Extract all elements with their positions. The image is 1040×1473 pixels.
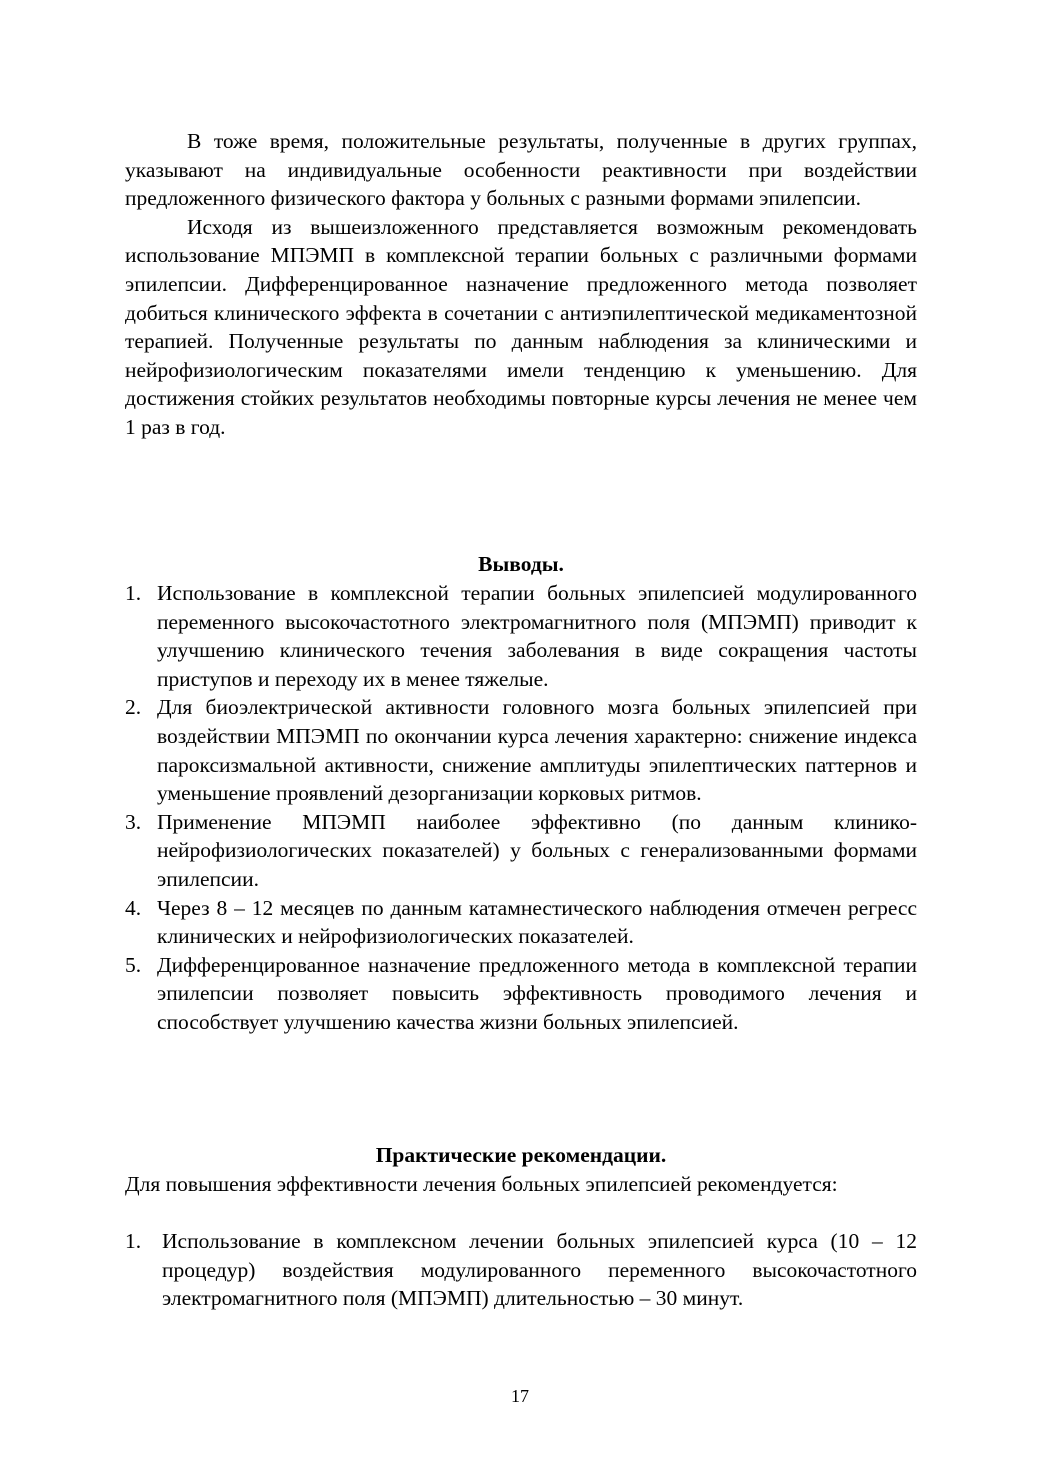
intro-section <box>125 127 917 442</box>
list-item-number: 2. <box>125 695 142 720</box>
recommendations-list <box>125 1227 917 1313</box>
page-number: 17 <box>511 1386 529 1406</box>
conclusions-heading: Выводы. <box>478 552 564 576</box>
list-item <box>125 1227 917 1313</box>
list-item <box>125 693 917 807</box>
list-item-number: 3. <box>125 809 142 834</box>
list-item <box>125 894 917 951</box>
list-item <box>125 579 917 693</box>
list-item-text: Использование в комплексном лечении больных эпилепсией курса (10 – 12 процедур) воздействия модулированного переменного высокочастотного электромагнитного поля (МПЭМП) длительностью – 30 минут. <box>162 1229 917 1311</box>
intro-paragraph-1: В тоже время, положительные результаты, полученные в других группах, указывают на индивидуальные особенности реактивности при воздействии предложенного физического фактора у больных с разными формами эпилепсии. <box>125 129 917 211</box>
list-item <box>125 808 917 894</box>
list-item-number: 5. <box>125 952 142 977</box>
intro-paragraph-2: Исходя из вышеизложенного представляется возможным рекомендовать использование МПЭМП в комплексной терапии больных с различными формами эпилепсии. Дифференцированное назначение предложенного метода позволяет добиться клинического эффекта в сочетании с антиэпилептической медикаментозной терапией. Полученные результаты по данным наблюдения за клиническими и нейрофизиологическим показателями имели тенденцию к уменьшению. Для достижения стойких результатов необходимы повторные курсы лечения не менее чем 1 раз в год. <box>125 214 917 439</box>
recommendations-intro: Для повышения эффективности лечения больных эпилепсией рекомендуется: <box>125 1172 838 1196</box>
list-item-text: Для биоэлектрической активности головного мозга больных эпилепсией при воздействии МПЭМП по окончании курса лечения характерно: снижение индекса пароксизмальной активности, снижение амплитуды эпилептических паттернов и уменьшение проявлений дезорганизации корковых ритмов. <box>157 695 917 806</box>
conclusions-list <box>125 579 917 1037</box>
list-item-number: 4. <box>125 895 142 920</box>
list-item-number: 1. <box>125 581 142 605</box>
list-item-text: Дифференцированное назначение предложенного метода в комплексной терапии эпилепсии позволяет повысить эффективность проводимого лечения и способствует улучшению качества жизни больных эпилепсией. <box>157 952 917 1034</box>
recommendations-heading: Практические рекомендации. <box>375 1143 667 1167</box>
list-item-text: Использование в комплексной терапии больных эпилепсией модулированного переменного высокочастотного электромагнитного поля (МПЭМП) приводит к улучшению клинического течения заболевания в виде сокращения частоты приступов и переходу их в менее тяжелые. <box>157 581 917 691</box>
recommendations-intro-block <box>125 1170 917 1199</box>
list-item <box>125 951 917 1037</box>
list-item-text: Применение МПЭМП наиболее эффективно (по данным клинико-нейрофизиологических показателей) у больных с генерализованными формами эпилепсии. <box>157 809 917 891</box>
list-item-number: 1. <box>125 1229 142 1253</box>
list-item-text: Через 8 – 12 месяцев по данным катамнестического наблюдения отмечен регресс клинических и нейрофизиологических показателей. <box>157 895 917 949</box>
